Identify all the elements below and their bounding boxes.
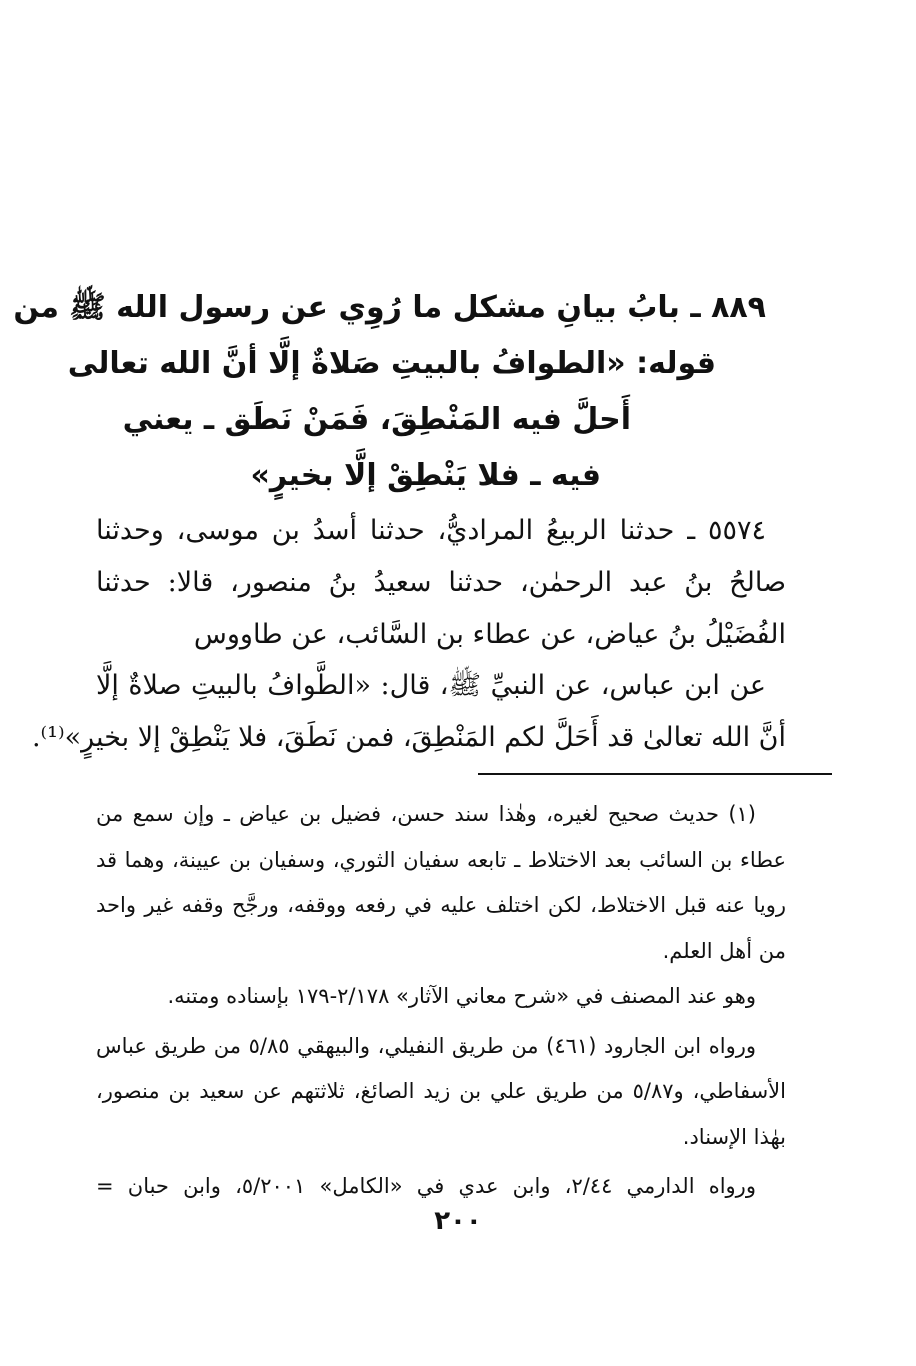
footnote-line: بهٰذا الإسناد.	[682, 1124, 786, 1149]
isnad-line: الفُضَيْلُ بنُ عياض، عن عطاء بن السَّائب، عن طاووس	[193, 619, 786, 650]
footnote-line: عطاء بن السائب بعد الاختلاط ـ تابعه سفيان الثوري، وسفيان بن عيينة، وهما قد	[96, 847, 786, 872]
footnote-line: وهو عند المصنف في «شرح معاني الآثار» ٢/١٧٨-١٧٩ بإسناده ومتنه.	[167, 984, 756, 1008]
chapter-heading	[13, 280, 766, 504]
footnote-separator	[478, 773, 832, 775]
isnad-line: صالحُ بنُ عبد الرحمٰن، حدثنا سعيدُ بنُ منصور، قالا: حدثنا	[96, 567, 786, 598]
isnad-line: ٥٥٧٤ ـ حدثنا الربيعُ المراديُّ، حدثنا أسدُ بن موسى، وحدثنا	[96, 515, 766, 546]
footnote-paragraph	[96, 974, 786, 1020]
hadith-matn	[31, 660, 786, 764]
chapter-heading-line: قوله: «الطوافُ بالبيتِ صَلاةٌ إلَّا أنَّ الله تعالى	[67, 346, 716, 381]
matn-line: أنَّ الله تعالىٰ قد أَحَلَّ لكم المَنْطِقَ، فمن نَطَقَ، فلا يَنْطِقْ إلا بخيرٍ»⁽¹⁾.	[31, 722, 786, 753]
matn-line: عن ابن عباس، عن النبيِّ ﷺ، قال: «الطَّوافُ بالبيتِ صلاةٌ إلَّا	[96, 670, 766, 701]
footnote-paragraph	[96, 1024, 786, 1161]
footnote-line: رويا عنه قبل الاختلاط، لكن اختلف عليه في رفعه ووقفه، ورجَّح وقفه غير واحد	[96, 893, 786, 917]
footnote-line: ورواه ابن الجارود (٤٦١) من طريق النفيلي، والبيهقي ٥/٨٥ من طريق عباس	[96, 1033, 757, 1058]
page-number: ٢٠٠	[434, 1206, 482, 1236]
footnote-line: الأسفاطي، و٥/٨٧ من طريق علي بن زيد الصائغ، ثلاثتهم عن سعيد بن منصور،	[96, 1079, 786, 1103]
footnote-line: من أهل العلم.	[662, 938, 786, 963]
chapter-heading-line: أَحلَّ فيه المَنْطِقَ، فَمَنْ نَطَق ـ يعني	[122, 402, 631, 437]
footnote-paragraph	[96, 1164, 786, 1210]
footnote-line: (١) حديث صحيح لغيره، وهٰذا سند حسن، فضيل بن عياض ـ وإن سمع من	[96, 802, 756, 826]
footnote-line: ورواه الدارمي ٢/٤٤، وابن عدي في «الكامل» ٥/٢٠٠١، وابن حبان =	[96, 1174, 756, 1198]
chapter-heading-line: ٨٨٩ ـ بابُ بيانِ مشكل ما رُوِي عن رسول الله ﷺ من	[13, 290, 766, 325]
hadith-isnad	[96, 505, 786, 661]
footnotes	[96, 792, 786, 1210]
chapter-heading-line: فيه ـ فلا يَنْطِقْ إلَّا بخيرٍ»	[250, 458, 601, 493]
footnote-paragraph	[96, 792, 786, 974]
